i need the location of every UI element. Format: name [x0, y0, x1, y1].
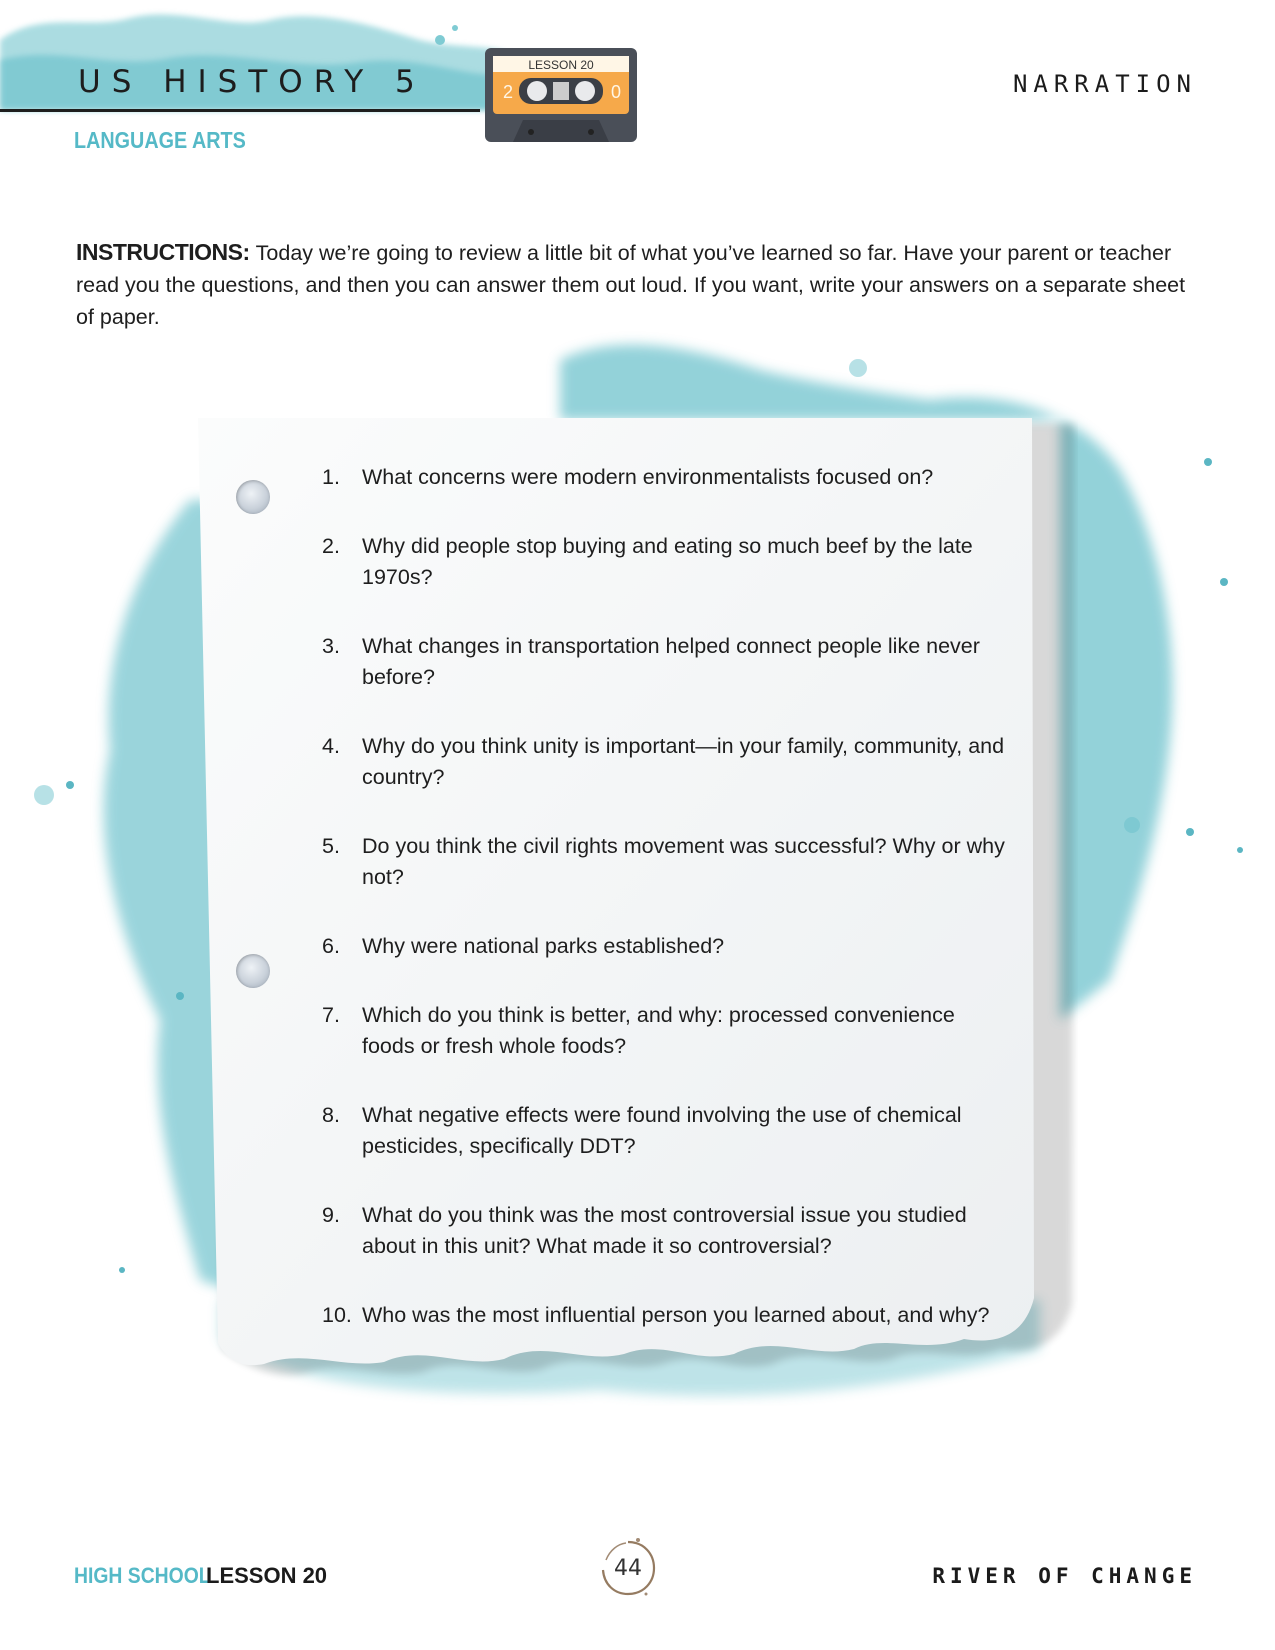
footer-level: HIGH SCHOOL: [74, 1563, 211, 1588]
page-number: 44: [614, 1556, 642, 1581]
question-number: 6.: [322, 934, 340, 958]
cassette-label: LESSON 20: [528, 58, 594, 72]
question-number: 7.: [322, 1003, 340, 1027]
question-item: [322, 1300, 1012, 1331]
question-text: What changes in transportation helped connect people like never before?: [362, 634, 980, 689]
footer-lesson: LESSON 20: [206, 1563, 328, 1588]
header-rule: [0, 109, 480, 112]
question-text: What negative effects were found involving the use of chemical pesticides, specifically DDT?: [362, 1103, 962, 1158]
question-text: Do you think the civil rights movement was successful? Why or why not?: [362, 834, 1005, 889]
question-text: Which do you think is better, and why: processed convenience foods or fresh whole foods?: [362, 1003, 955, 1058]
instructions-text: Today we’re going to review a little bit of what you’ve learned so far. Have your parent or teacher read you the questions, and then you can answer them out loud. If you want, write your answers on a separate sheet of paper.: [76, 241, 1186, 329]
question-item: [322, 931, 1012, 962]
question-text: What do you think was the most controversial issue you studied about in this unit? What made it so controversial?: [362, 1203, 967, 1258]
question-item: [322, 1200, 1012, 1262]
question-item: [322, 1000, 1012, 1062]
instructions-lead: INSTRUCTIONS:: [76, 239, 250, 265]
header-watercolor-wash: [0, 0, 520, 118]
question-item: [322, 631, 1012, 693]
question-number: 1.: [322, 465, 340, 489]
question-number: 10.: [322, 1303, 352, 1327]
question-text: What concerns were modern environmentalists focused on?: [362, 465, 934, 489]
question-text: Why were national parks established?: [362, 934, 725, 958]
footer-unit: RIVER OF CHANGE: [932, 1564, 1197, 1588]
question-list: [322, 462, 1012, 1369]
section-label: NARRATION: [1012, 70, 1197, 98]
question-item: [322, 831, 1012, 893]
question-number: 8.: [322, 1103, 340, 1127]
cassette-tape-icon: [483, 46, 639, 146]
question-item: [322, 1100, 1012, 1162]
course-title: US HISTORY 5: [78, 64, 426, 100]
instructions-paragraph: [76, 236, 1196, 333]
cassette-side-left: 2: [503, 82, 514, 102]
cassette-side-right: 0: [611, 82, 622, 102]
paper-hole-bottom: [236, 954, 270, 988]
question-text: Why did people stop buying and eating so much beef by the late 1970s?: [362, 534, 973, 589]
question-number: 2.: [322, 534, 340, 558]
question-text: Why do you think unity is important—in your family, community, and country?: [362, 734, 1005, 789]
question-text: Who was the most influential person you learned about, and why?: [362, 1303, 990, 1327]
subject-label: LANGUAGE ARTS: [74, 127, 246, 153]
question-item: [322, 731, 1012, 793]
question-number: 5.: [322, 834, 340, 858]
question-number: 9.: [322, 1203, 340, 1227]
question-number: 4.: [322, 734, 340, 758]
question-item: [322, 462, 1012, 493]
paper-hole-top: [236, 480, 270, 514]
question-item: [322, 531, 1012, 593]
question-number: 3.: [322, 634, 340, 658]
